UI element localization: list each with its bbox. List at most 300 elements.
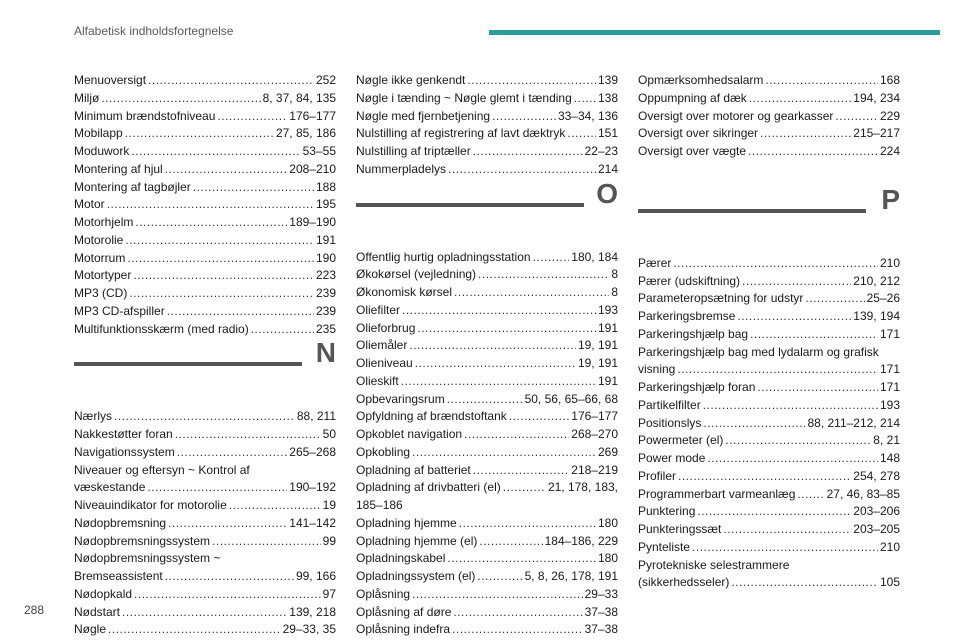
index-entry-pages: 22–23 [584,144,618,158]
dot-leader [731,574,878,592]
index-entry-term: Oliemåler [356,338,408,353]
index-entry-pages: 8, 21 [873,433,900,448]
dot-leader [748,143,878,161]
index-entry-term: Punkteringssæt [638,522,722,536]
dot-leader [750,326,878,344]
index-entry-pages: 203–206 [853,504,900,519]
index-entry-pages: 8, 37, 84, 135 [262,90,336,105]
index-entry-term: Oversigt over motorer og gearkasser [638,108,834,123]
dot-leader [473,143,583,161]
index-entry-term: Moduwork [74,144,130,158]
section-divider [356,179,618,249]
index-entry-term: Nøgle med fjernbetjening [356,108,491,123]
index-entry [356,90,618,108]
index-entry [74,321,336,339]
index-entry [74,90,336,108]
index-entry-pages: 139 [597,73,618,87]
index-entry [74,285,336,303]
index-entry [356,72,618,90]
index-column-1 [74,72,336,639]
index-entry-pages: 171 [879,326,900,341]
index-entry-term: Økonomisk kørsel [356,285,453,299]
index-entry-pages: 235 [315,321,336,336]
dot-leader [749,90,852,108]
index-entry-pages: 148 [879,451,900,465]
index-entry-term: Multifunktionsskærm (med radio) [74,321,249,336]
index-entry-term: Nøgle [74,622,107,637]
dot-leader [473,462,570,480]
index-entry [74,462,336,480]
index-entry [638,255,900,273]
dot-leader [464,426,569,444]
index-entry-term: Nødopkald [74,586,133,601]
index-entry-pages: 105 [879,575,900,590]
dot-leader [467,72,596,90]
index-entry [638,308,900,326]
dot-leader [725,432,871,450]
index-entry-term: Opladningskabel [356,551,446,566]
index-entry-pages: 195 [315,197,336,212]
dot-leader [402,302,596,320]
dot-leader [212,533,321,551]
index-entry-term: Oliefilter [356,302,401,317]
index-entry [356,444,618,462]
index-entry [74,479,336,497]
index-entry-term: Økokørsel (vejledning) [356,267,477,282]
dot-leader [452,621,583,639]
index-entry-term: Pynteliste [638,539,691,554]
dot-leader [477,568,522,586]
dot-leader [479,533,542,551]
index-entry-pages: 208–210 [289,161,336,176]
index-entry-pages: 151 [597,126,618,141]
index-entry-term: Oversigt over vægte [638,144,747,158]
dot-leader [805,290,864,308]
index-entry [356,426,618,444]
index-entry-pages: 139, 194 [853,309,900,323]
dot-leader [114,408,295,426]
index-entry [74,179,336,197]
index-entry-term: Pærer [638,255,672,270]
page-number: 288 [24,603,45,617]
dot-leader [757,379,878,397]
index-entry-pages: 184–186, 229 [544,533,618,548]
index-entry [638,361,900,379]
index-entry [638,72,900,90]
index-entry [356,391,618,409]
index-entry [74,161,336,179]
index-entry-pages: 27, 85, 186 [275,126,336,141]
index-entry-pages: 214 [597,161,618,176]
dot-leader [131,143,300,161]
index-entry-term: Olieskift [356,373,399,388]
dot-leader [134,586,321,604]
dot-leader [509,408,570,426]
index-entry-pages: 239 [315,286,336,300]
index-entry-term: Oplåsning indefra [356,622,451,637]
index-entry-term: Opbevaringsrum [356,391,445,406]
index-entry-term: Nødopbremsning [74,515,167,530]
dot-leader [447,391,523,409]
index-entry-term: Powermeter (el) [638,433,724,448]
index-entry-pages: 168 [879,73,900,87]
dot-leader [417,320,596,338]
index-entry-pages: 171 [879,380,900,394]
index-entry-term: Motor [74,197,105,212]
dot-leader [148,72,314,90]
index-entry [74,196,336,214]
index-entry-term: Profiler [638,468,677,483]
index-entry [638,432,900,450]
index-entry [74,303,336,321]
index-entry-term: Oppumpning af dæk [638,90,747,105]
index-entry-term: Bremseassistent [74,569,163,583]
dot-leader [415,355,576,373]
index-entry-pages: 239 [315,303,336,318]
index-entry-term: Niveauer og eftersyn ~ Kontrol af [74,462,250,477]
index-entry-term: Nødopbremsningssystem ~ [74,551,221,566]
index-entry [356,320,618,338]
index-entry [356,497,618,515]
index-entry [74,497,336,515]
index-entry [74,550,336,568]
index-entry-term: Oplåsning [356,586,411,601]
index-entry-pages: 25–26 [866,291,900,306]
index-entry-pages: 27, 46, 83–85 [826,486,900,501]
index-entry [356,337,618,355]
index-entry-pages: 269 [597,444,618,459]
index-entry-pages: 8 [611,267,618,282]
index-entry [74,125,336,143]
index-entry-pages: 50 [322,427,336,441]
index-entry [356,284,618,302]
index-entry-pages: 33–34, 136 [557,108,618,123]
index-entry-pages: 180, 184 [571,249,618,264]
index-entry-pages: 19, 191 [577,338,618,353]
index-entry-term: Nummerpladelys [356,161,447,176]
index-entry-pages: 50, 56, 65–66, 68 [524,391,618,406]
dot-leader [567,125,596,143]
index-entry-pages: 21, 178, 183, [547,480,618,495]
index-entry-term: Montering af hjul [74,161,163,176]
index-entry-pages: 188 [315,179,336,194]
index-entry-term: Nakkestøtter foran [74,427,173,441]
index-entry [638,468,900,486]
index-entry-pages: 268–270 [571,427,618,441]
index-entry [638,486,900,504]
dot-leader [193,179,314,197]
index-entry-term: Olieforbrug [356,320,416,335]
index-entry-term: Partikelfilter [638,397,701,412]
dot-leader [797,486,824,504]
index-entry [356,125,618,143]
dot-leader [125,232,314,250]
index-entry-pages: 193 [597,302,618,317]
index-entry-pages: 138 [597,90,618,105]
index-entry-pages: 139, 218 [289,604,336,619]
index-entry-pages: 53–55 [302,144,336,158]
dot-leader [760,125,851,143]
index-entry [638,108,900,126]
index-entry [356,586,618,604]
index-entry [638,326,900,344]
dot-leader [707,450,878,468]
index-entry-pages: 37–38 [584,622,618,637]
index-entry-pages: 19 [322,498,336,512]
index-entry-pages: 210 [879,255,900,270]
index-entry-term: Minimum brændstofniveau [74,108,216,123]
index-entry-pages: 265–268 [289,444,336,459]
index-entry-term: MP3 CD-afspiller [74,303,165,318]
index-entry-term: Parkeringsbremse [638,309,736,323]
index-entry-term: Nøgle ikke genkendt [356,73,466,87]
index-entry-pages: 8 [611,285,618,299]
index-entry-term: Power mode [638,451,706,465]
index-entry [74,621,336,639]
index-entry-term: Olieniveau [356,356,413,370]
index-entry [638,125,900,143]
index-entry-pages: 189–190 [289,215,336,229]
dot-leader [742,273,851,291]
dot-leader [835,108,878,126]
index-entry [638,290,900,308]
index-entry-term: Positionslys [638,415,702,430]
index-entry-term: Opladning hjemme (el) [356,533,478,548]
index-entry [74,426,336,444]
index-entry-term: Mobilapp [74,126,123,141]
index-entry-pages: 191 [597,373,618,388]
dot-leader [492,108,556,126]
index-entry-term: Nødstart [74,604,121,619]
dot-leader [574,90,596,108]
index-entry-pages: 254, 278 [853,468,900,483]
index-entry-term: Nøgle i tænding ~ Nøgle glemt i tænding [356,90,572,105]
index-entry-pages: 19, 191 [577,356,618,370]
index-entry-term: Parkeringshjælp bag med lydalarm og grafisk [638,344,879,359]
index-entry-term: Parameteropsætning for udstyr [638,291,804,306]
header-accent-bar [489,30,940,35]
index-entry-term: Opkobling [356,444,411,459]
index-entry-term: Opladning hjemme [356,515,457,530]
index-entry [356,479,618,497]
index-entry-term: Montering af tagbøjler [74,179,191,194]
index-entry-pages: 37–38 [584,604,618,619]
index-entry-term: Opladning af batteriet [356,462,471,477]
section-letter: O [596,177,618,209]
dot-leader [412,586,583,604]
index-entry [74,267,336,285]
index-entry-term: Offentlig hurtig opladningsstation [356,249,531,264]
index-entry-term: Parkeringshjælp bag [638,326,749,341]
index-entry [638,90,900,108]
dot-leader [692,539,878,557]
index-entry-pages: 193 [879,397,900,412]
index-entry [74,515,336,533]
dot-leader [677,361,878,379]
dot-leader [409,337,576,355]
dot-leader [459,515,596,533]
index-entry-pages: 229 [879,108,900,123]
index-entry-pages: 190–192 [289,480,336,495]
index-entry [74,586,336,604]
index-entry-term: Pærer (udskiftning) [638,273,741,288]
index-entry-pages: 210 [879,539,900,554]
index-entry [356,143,618,161]
index-entry [638,557,900,575]
index-entry [638,143,900,161]
section-divider [638,185,900,255]
index-entry-term: visning [638,362,676,377]
dot-leader [454,284,609,302]
dot-leader [122,604,287,622]
dot-leader [251,321,314,339]
section-rule [638,209,866,213]
index-entry [74,408,336,426]
index-entry [638,503,900,521]
dot-leader [127,250,314,268]
dot-leader [175,426,321,444]
index-entry-term: Opmærksomhedsalarm [638,73,764,87]
index-entry-pages: 29–33, 35 [282,622,336,637]
dot-leader [165,161,288,179]
index-entry [356,515,618,533]
index-entry [638,415,900,433]
index-entry [74,568,336,586]
index-entry [638,379,900,397]
index-entry-term: Nødopbremsningssystem [74,533,211,548]
index-entry-pages: 180 [597,551,618,566]
index-entry-pages: 29–33 [584,586,618,601]
index-entry [356,161,618,179]
index-entry-term: Miljø [74,90,100,105]
dot-leader [125,125,274,143]
index-entry-term: Pyrotekniske selestrammere [638,557,790,572]
index-entry [638,344,900,362]
index-entry [74,604,336,622]
index-entry-pages: 5, 8, 26, 178, 191 [524,569,618,583]
index-entry-term: væskestande [74,480,146,495]
dot-leader [135,214,287,232]
index-entry-term: Programmerbart varmeanlæg [638,486,796,501]
index-entry-pages: 171 [879,362,900,377]
index-entry [638,574,900,592]
dot-leader [678,468,851,486]
index-entry-term: Opladning af drivbatteri (el) [356,480,501,495]
dot-leader [147,479,287,497]
index-entry [74,214,336,232]
dot-leader [703,415,805,433]
index-entry [74,533,336,551]
index-column-2 [356,72,618,639]
index-entry [74,250,336,268]
section-rule [74,362,302,366]
index-entry [356,355,618,373]
index-column-3 [638,72,900,592]
index-entry-pages: 223 [315,268,336,283]
index-entry-pages: 224 [879,144,900,158]
dot-leader [533,249,570,267]
section-letter: P [881,183,900,215]
index-entry-pages: 210, 212 [853,273,900,288]
dot-leader [412,444,596,462]
dot-leader [133,267,314,285]
dot-leader [737,308,851,326]
index-entry [356,249,618,267]
index-entry [638,450,900,468]
page-header-title: Alfabetisk indholdsfortegnelse [74,24,234,38]
dot-leader [703,397,878,415]
index-entry-pages: 88, 211–212, 214 [807,415,900,430]
index-entry-pages: 176–177 [571,409,618,424]
dot-leader [697,503,851,521]
index-entry-term: Opfyldning af brændstoftank [356,409,507,424]
index-entry-term: Nærlys [74,409,112,424]
index-entry [638,397,900,415]
index-entry-pages: 215–217 [853,126,900,141]
index-entry-pages: 203–205 [853,522,900,536]
dot-leader [167,303,314,321]
index-entry [356,266,618,284]
index-entry-pages: 190 [315,250,336,265]
index-entry-pages: 194, 234 [853,90,900,105]
index-entry-term: Nulstilling af registrering af lavt dæktryk [356,126,566,141]
dot-leader [765,72,878,90]
index-entry-term: Punktering [638,504,696,519]
dot-leader [165,568,294,586]
index-entry-term: Oplåsning af døre [356,604,452,619]
index-entry-term: Motorhjelm [74,215,134,229]
index-entry [356,408,618,426]
index-entry [74,108,336,126]
index-entry [356,373,618,391]
dot-leader [129,285,314,303]
index-entry-term: Niveauindikator for motorolie [74,498,227,512]
index-entry-term: MP3 (CD) [74,286,128,300]
index-entry [356,568,618,586]
index-entry [356,604,618,622]
index-entry-term: Opladningssystem (el) [356,569,476,583]
dot-leader [478,266,609,284]
dot-leader [723,521,851,539]
section-rule [356,203,584,207]
dot-leader [177,444,288,462]
section-divider [74,338,336,408]
index-entry [74,72,336,90]
index-entry-term: Navigationssystem [74,444,175,459]
index-entry [356,550,618,568]
dot-leader [503,479,546,497]
index-entry-pages: 180 [597,515,618,530]
dot-leader [401,373,596,391]
index-entry [638,539,900,557]
dot-leader [447,550,596,568]
dot-leader [229,497,321,515]
dot-leader [448,161,596,179]
index-entry-pages: 88, 211 [296,409,336,424]
index-entry-term: 185–186 [356,498,403,512]
index-entry-pages: 252 [315,73,336,87]
dot-leader [108,621,281,639]
index-entry-pages: 99, 166 [295,569,336,583]
index-entry-term: (sikkerhedsseler) [638,575,730,590]
dot-leader [168,515,287,533]
index-entry [74,143,336,161]
index-entry [356,621,618,639]
index-entry-pages: 191 [597,320,618,335]
index-entry-term: Parkeringshjælp foran [638,380,756,394]
index-entry [356,302,618,320]
dot-leader [673,255,878,273]
